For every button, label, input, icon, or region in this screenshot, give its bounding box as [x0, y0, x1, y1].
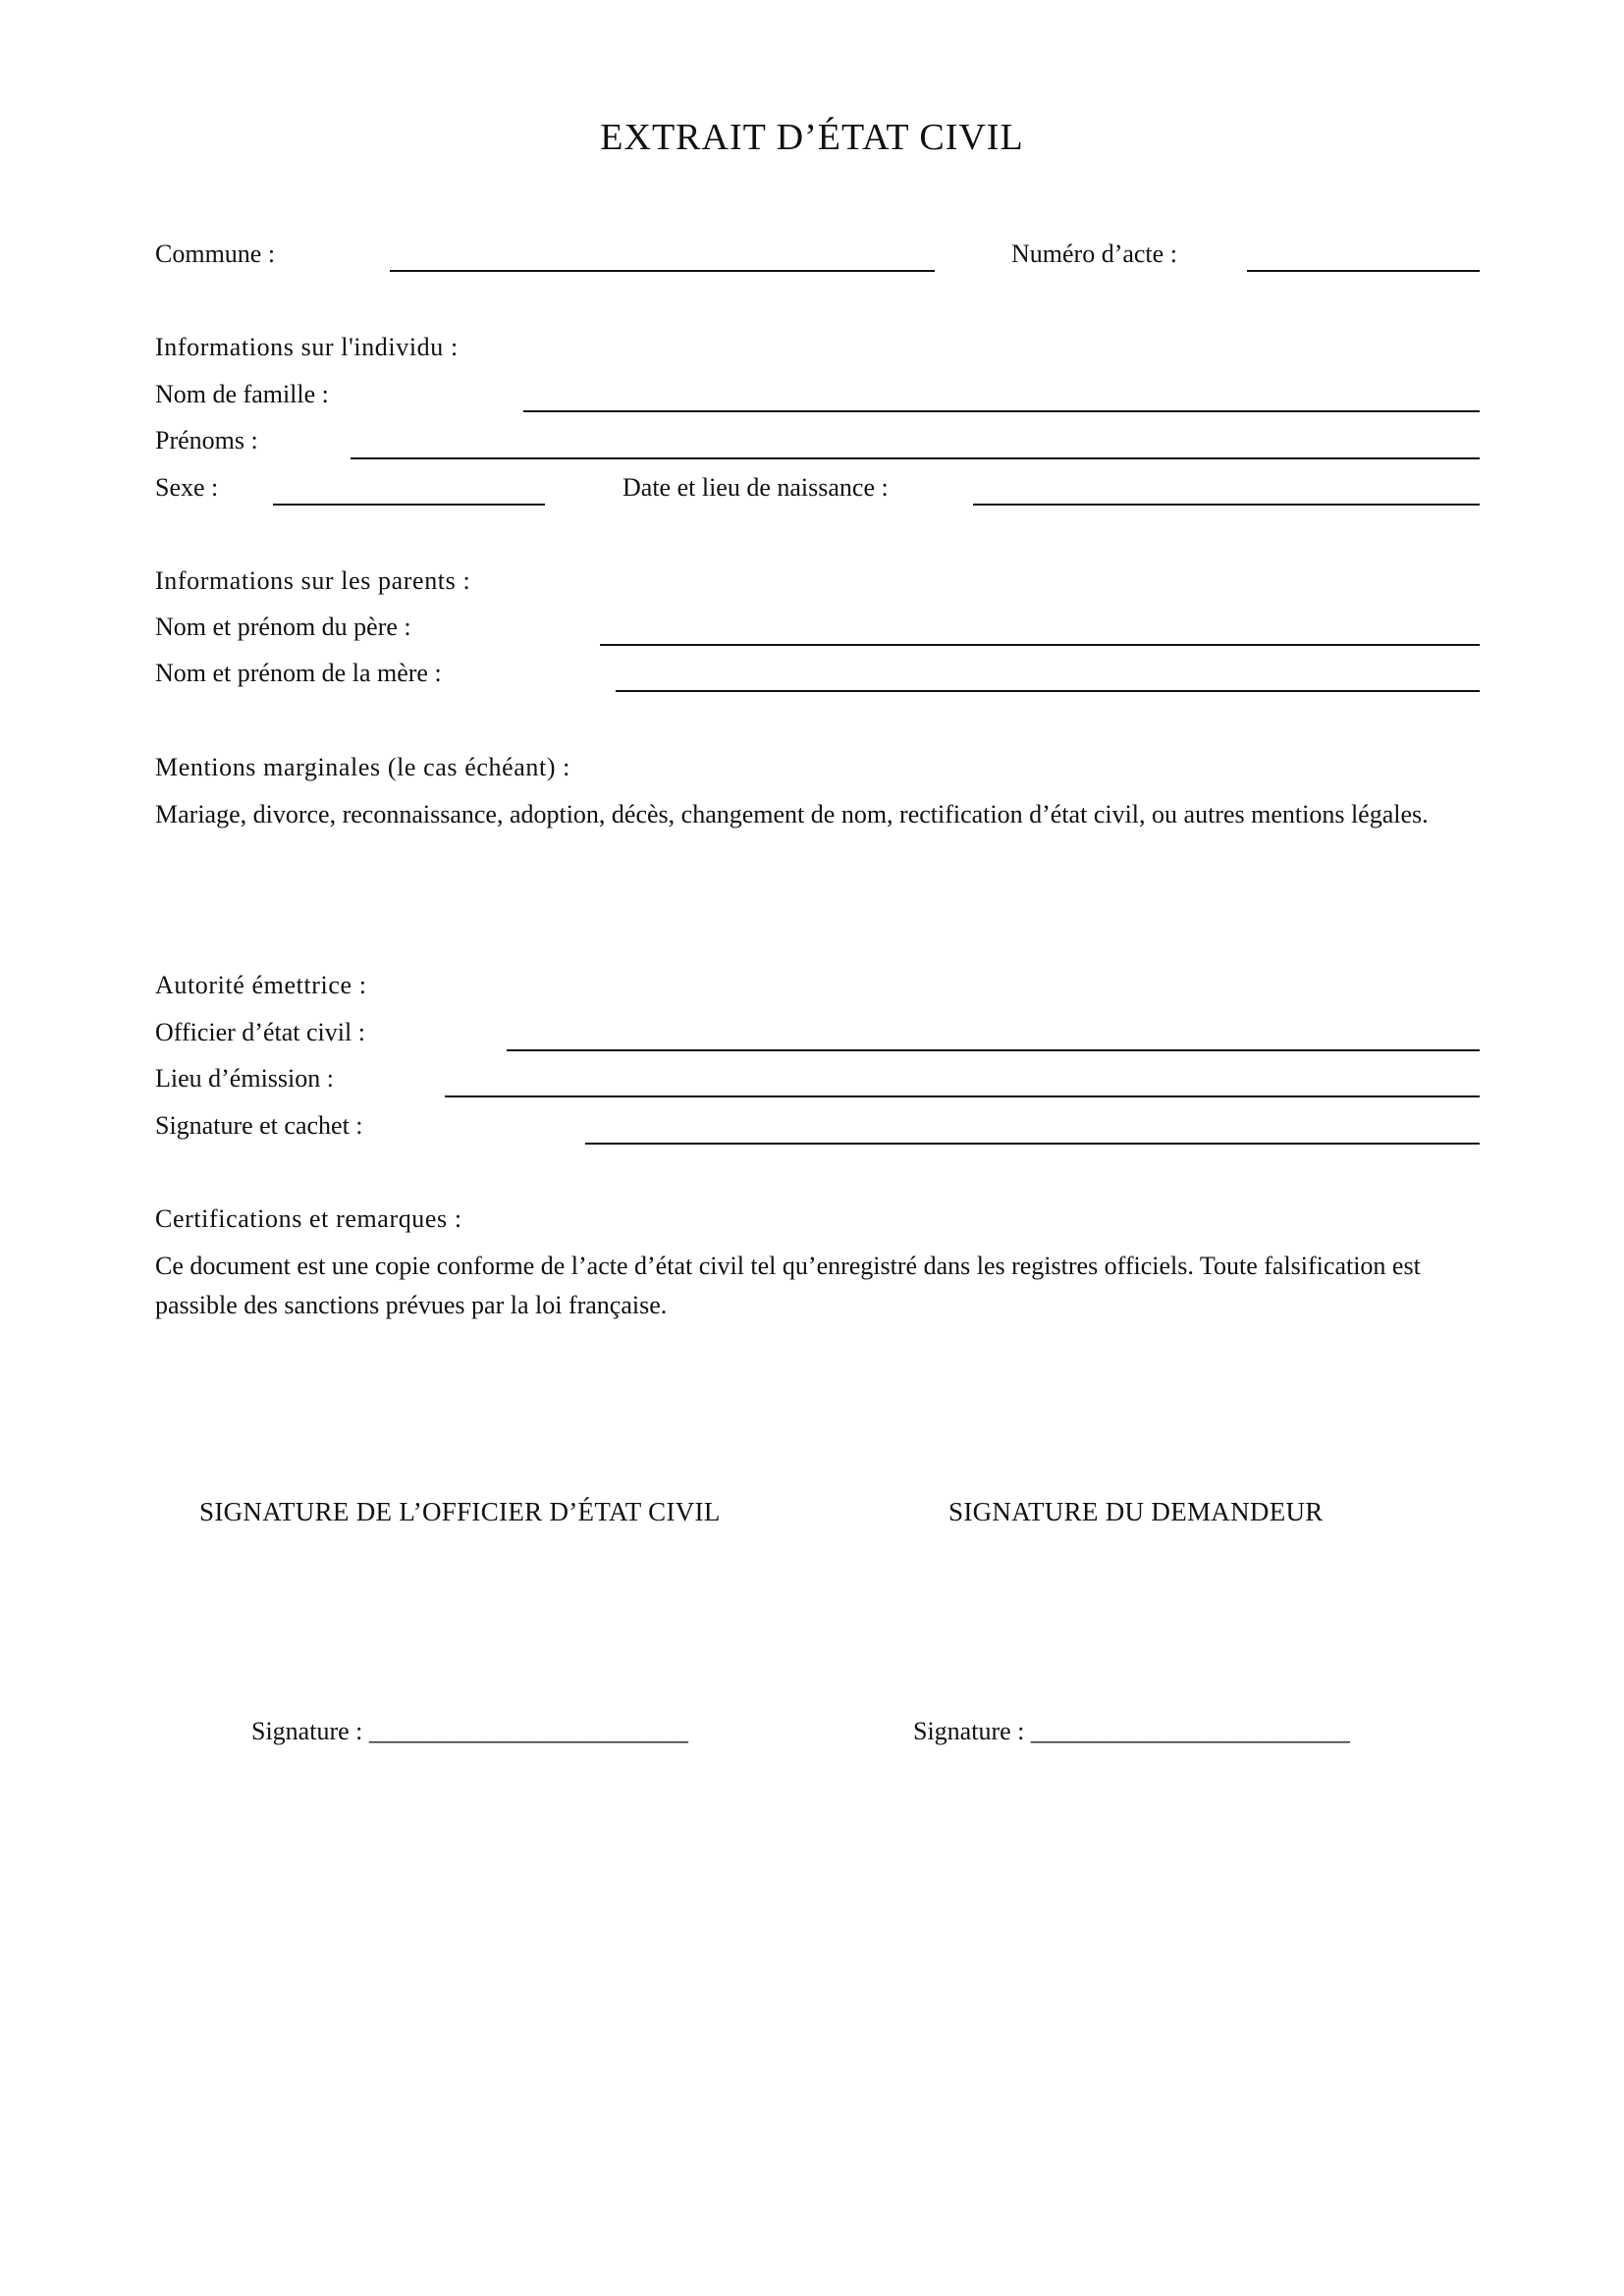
mere-label: Nom et prénom de la mère : [155, 659, 442, 687]
document-title: EXTRAIT D’ÉTAT CIVIL [600, 117, 1024, 158]
signature-officier-heading: SIGNATURE DE L’OFFICIER D’ÉTAT CIVIL [199, 1497, 721, 1526]
lieu-emission-label: Lieu d’émission : [155, 1064, 334, 1093]
signature-demandeur-field[interactable]: Signature : _________________________ [913, 1717, 1350, 1745]
certifications-section-title: Certifications et remarques : [155, 1204, 462, 1233]
numero-acte-label: Numéro d’acte : [1011, 240, 1177, 268]
commune-field[interactable] [390, 270, 935, 272]
prenoms-label: Prénoms : [155, 426, 258, 454]
certifications-text: Ce document est une copie conforme de l’acte d’état civil tel qu’enregistré dans les registres officiels. Toute falsification est passible des sanctions prévues par la loi française. [155, 1252, 1421, 1319]
sexe-label: Sexe : [155, 473, 219, 502]
autorite-section-title: Autorité émettrice : [155, 971, 367, 999]
mere-field[interactable] [616, 690, 1480, 692]
officier-field[interactable] [507, 1049, 1480, 1051]
mentions-text: Mariage, divorce, reconnaissance, adoption, décès, changement de nom, rectification d’état civil, ou autres mentions légales. [155, 800, 1429, 828]
officier-label: Officier d’état civil : [155, 1018, 365, 1046]
naissance-label: Date et lieu de naissance : [623, 473, 889, 502]
signature-officier-field[interactable]: Signature : _________________________ [251, 1717, 688, 1745]
pere-field[interactable] [600, 644, 1480, 646]
naissance-field[interactable] [973, 504, 1480, 506]
pere-label: Nom et prénom du père : [155, 613, 411, 641]
signature-demandeur-heading: SIGNATURE DU DEMANDEUR [948, 1497, 1324, 1526]
signature-cachet-field[interactable] [585, 1143, 1480, 1145]
commune-label: Commune : [155, 240, 276, 268]
mentions-section-title: Mentions marginales (le cas échéant) : [155, 753, 571, 781]
prenoms-field[interactable] [351, 457, 1480, 459]
numero-acte-field[interactable] [1247, 270, 1480, 272]
nom-famille-label: Nom de famille : [155, 380, 329, 408]
parents-section-title: Informations sur les parents : [155, 566, 471, 595]
individu-section-title: Informations sur l'individu : [155, 333, 459, 361]
nom-famille-field[interactable] [523, 410, 1480, 412]
lieu-emission-field[interactable] [445, 1095, 1480, 1097]
sexe-field[interactable] [273, 504, 545, 506]
signature-cachet-label: Signature et cachet : [155, 1111, 363, 1140]
